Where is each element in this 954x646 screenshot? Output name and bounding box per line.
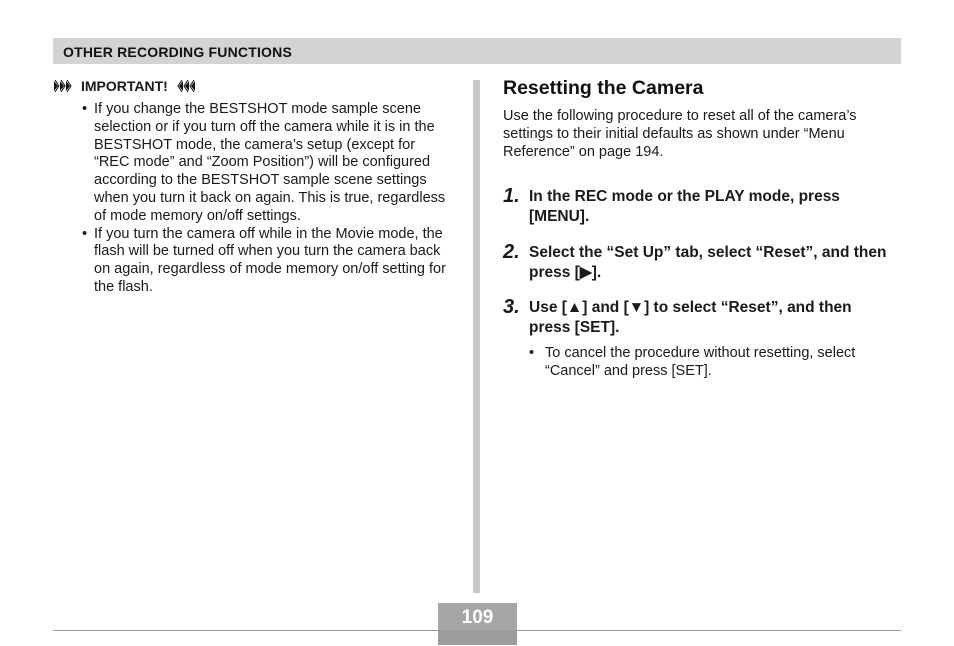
page-number-badge: [438, 603, 517, 645]
arrows-left-icon: [174, 80, 196, 92]
page-title: Resetting the Camera: [503, 77, 704, 99]
step-3: [503, 297, 893, 338]
step-2: [503, 242, 893, 283]
step-number: 2.: [503, 241, 520, 263]
step-text: In the REC mode or the PLAY mode, press [MENU].: [529, 188, 840, 225]
step-number: 1.: [503, 185, 520, 207]
step-text: Select the “Set Up” tab, select “Reset”, and then press [▶].: [529, 244, 887, 281]
page-number: 109: [461, 607, 494, 628]
important-heading: [53, 77, 196, 95]
list-item: • If you change the BESTSHOT mode sample scene selection or if you turn off the camera while it is in the BESTSHOT mode, the camera’s setup (except for “REC mode” and “Zoom Position”) will be configured according to the BESTSHOT sample scene settings when you turn it back on again. This is true, regardless of mode memory on/off settings.: [82, 101, 454, 226]
intro-paragraph: Use the following procedure to reset all of the camera’s settings to their initial defaults as shown under “Menu Reference” on page 194.: [503, 108, 857, 160]
step-note: • To cancel the procedure without resetting, select “Cancel” and press [SET].: [529, 344, 910, 380]
step-text: Use [▲] and [▼] to select “Reset”, and then press [SET].: [529, 299, 852, 336]
step-number: 3.: [503, 296, 520, 318]
important-label: IMPORTANT!: [81, 78, 168, 94]
important-bullet-list: [82, 101, 454, 297]
section-header-title: OTHER RECORDING FUNCTIONS: [63, 44, 292, 60]
section-header-bar: [53, 38, 901, 64]
step-1: [503, 186, 893, 227]
column-divider: [473, 80, 480, 593]
list-item: • If you turn the camera off while in the Movie mode, the flash will be turned off when you turn the camera back on again, regardless of mode memory on/off setting for the flash.: [82, 226, 454, 297]
arrows-right-icon: [53, 80, 75, 92]
